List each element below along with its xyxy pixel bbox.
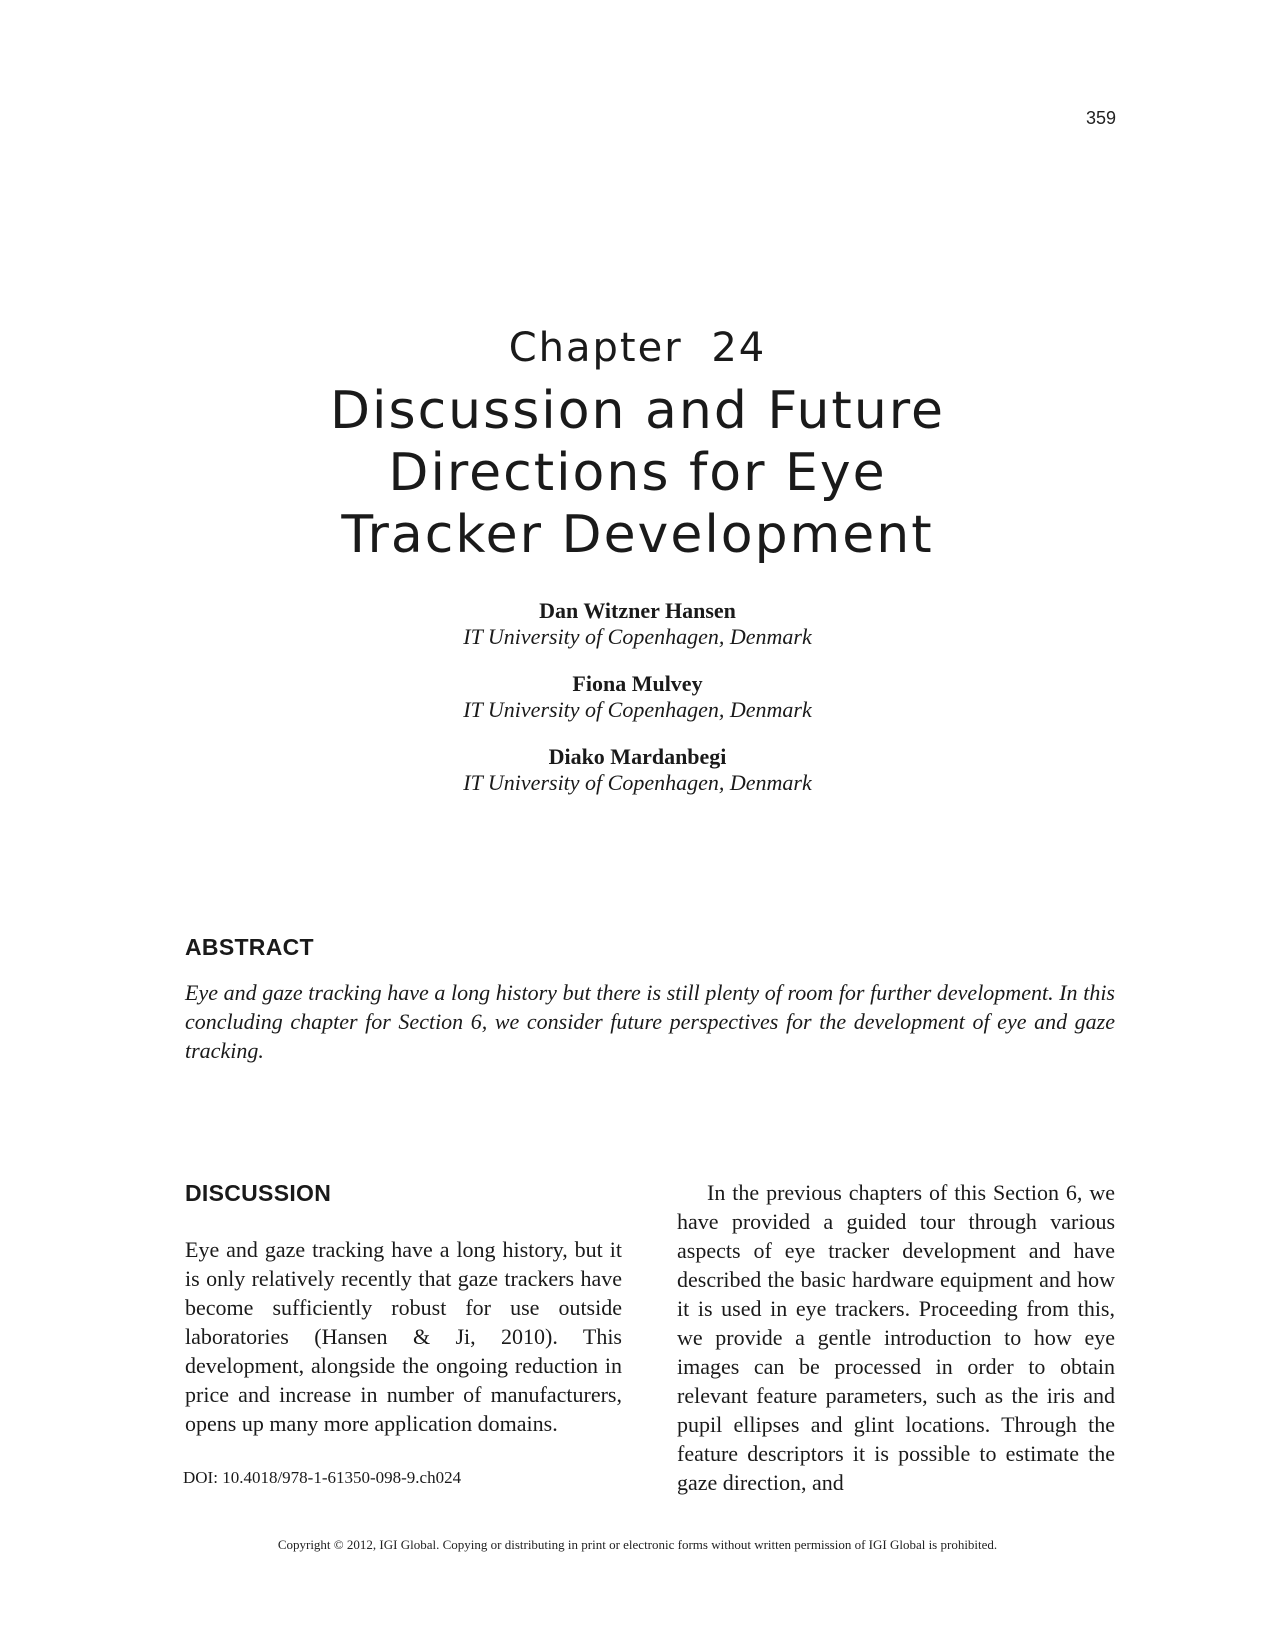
abstract-heading: ABSTRACT bbox=[185, 934, 314, 960]
discussion-paragraph-right: In the previous chapters of this Section 6, we have provided a guided tour through various aspects of eye tracker development and have described the basic hardware equipment and how it is used in eye trackers. Proceeding from this, we provide a gentle introduction to how eye images can be processed in order to obtain relevant feature parameters, such as the iris and pupil ellipses and glint locations. Through the feature descriptors it is possible to estimate the gaze direction, and bbox=[677, 1180, 1115, 1495]
copyright-notice: Copyright © 2012, IGI Global. Copying or distributing in print or electronic forms without written permission of IGI Global is prohibited. bbox=[277, 1537, 998, 1552]
author-name: Diako Mardanbegi bbox=[548, 744, 727, 769]
author-affiliation: IT University of Copenhagen, Denmark bbox=[463, 697, 812, 722]
chapter-title-line-3: Tracker Development bbox=[341, 505, 934, 565]
author-name: Fiona Mulvey bbox=[572, 671, 703, 696]
chapter-title bbox=[0, 380, 1275, 566]
page-number: 359 bbox=[1085, 108, 1116, 128]
author-list bbox=[0, 598, 1275, 817]
discussion-heading: DISCUSSION bbox=[185, 1180, 332, 1206]
author-name: Dan Witzner Hansen bbox=[539, 598, 736, 623]
discussion-paragraph-left: Eye and gaze tracking have a long history, but it is only relatively recently that gaze trackers have become sufficiently robust for use outside laboratories (Hansen & Ji, 2010). This development, alongside the ongoing reduction in price and increase in number of manufacturers, opens up many more application domains. bbox=[185, 1237, 622, 1436]
author-block bbox=[0, 671, 1275, 723]
chapter-title-line-2: Directions for Eye bbox=[388, 443, 887, 503]
author-affiliation: IT University of Copenhagen, Denmark bbox=[463, 770, 812, 795]
abstract-text: Eye and gaze tracking have a long history but there is still plenty of room for further development. In this concluding chapter for Section 6, we consider future perspectives for the development of eye and gaze tracking. bbox=[185, 980, 1115, 1063]
author-block bbox=[0, 744, 1275, 796]
chapter-title-line-1: Discussion and Future bbox=[329, 381, 945, 441]
chapter-label: Chapter 24 bbox=[508, 325, 767, 371]
author-block bbox=[0, 598, 1275, 650]
author-affiliation: IT University of Copenhagen, Denmark bbox=[463, 624, 812, 649]
doi-line: DOI: 10.4018/978-1-61350-098-9.ch024 bbox=[183, 1468, 462, 1487]
